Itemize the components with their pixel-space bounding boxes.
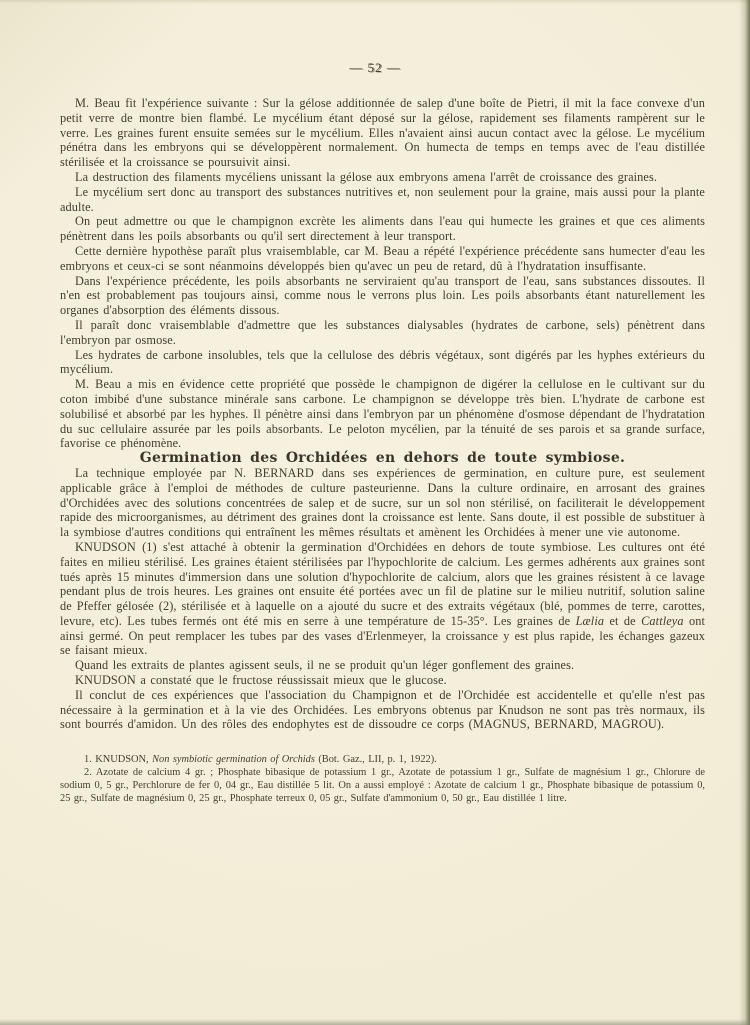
footnote-2: 2. Azotate de calcium 4 gr. ; Phosphate bibasique de potassium 1 gr., Azotate de potassium 1 gr., Sulfate de magnésium 1 gr., Chlorure de sodium 0, 5 gr., Perchlorure de fer 0, 04 gr., Eau distillée 5 lit. On a aussi employé : Azotate de calcium 1 gr., Phosphate bibasique de potassium 0, 25 gr., Sulfate de magnésium 0, 25 gr., Phosphate terreux 0, 05 gr., Sulfate d'ammonium 0, 50 gr., Eau distillée 1 litre. [60,767,705,805]
paragraph: M. Beau a mis en évidence cette propriété que possède le champignon de digérer la cellulose en le cultivant sur du coton imbibé d'une substance minérale sans carbone. Le champignon se développe très bien. L'hydrate de carbone est solubilisé et absorbé par les hyphes. Il pénètre ainsi dans l'embryon par un phénomène d'osmose dépendant de l'hydratation du suc cellulaire assurée par les poils absorbants. Le peloton mycélien, par la ténuité de ses parois et sa grande surface, favorise ce phénomène. [60,377,705,451]
paragraph: Il conclut de ces expériences que l'association du Champignon et de l'Orchidée est accidentelle et qu'elle n'est pas nécessaire à la germination et à la vie des Orchidées. Les embryons obtenus par Knudson ne sont pas très normaux, ils sont bourrés d'amidon. Un des rôles des endophytes est de dissoudre ce corps (MAGNUS, BERNARD, MAGROU). [60,687,705,732]
page-edge-shadow-bottom [0,1019,750,1025]
footnote-title-italic: Non symbiotic germination of Orchids [152,754,315,766]
paragraph: M. Beau fit l'expérience suivante : Sur la gélose additionnée de salep d'une boîte de Pietri, il mit la face convexe d'un petit verre de montre bien flambé. Le mycélium étant déposé sur la gélose, rapidement ses filaments rampèrent sur le verre. Les graines furent ensuite semées sur le mycélium. Elles n'avaient ainsi aucun contact avec la gélose. Le mycélium pénétra dans les embryons qui se développèrent normalement. On humecta de temps en temps avec de l'eau distillée stérilisée et la croissance se poursuivit ainsi. [60,96,705,170]
paragraph-text: et de [604,613,642,628]
paragraph: La technique employée par N. BERNARD dans ses expériences de germination, en culture pure, est seulement applicable grâce à l'emploi de méthodes de culture pasteurienne. Dans la culture ordinaire, en arrosant des graines d'Orchidées avec des solutions concentrées de salep et de sucre, sur un sol non stérilisé, on faciliterait le développement rapide des microorganismes, au détriment des graines dont la croissance est lente. Sans doute, il est possible de substituer à la symbiose d'autres conditions qui entraînent les mêmes résultats et amènent les Orchidées à mener une vie autonome. [60,465,705,540]
paragraph: Le mycélium sert donc au transport des substances nutritives et, non seulement pour la graine, mais aussi pour la plante adulte. [60,184,705,214]
paragraph: On peut admettre ou que le champignon excrète les aliments dans l'eau qui humecte les graines et que ces aliments pénètrent dans les poils absorbants ou qu'il sert directement à leur transport. [60,214,705,244]
paragraph: KNUDSON a constaté que le fructose réussissait mieux que le glucose. [75,673,447,688]
footnotes [60,753,705,805]
paragraph: La destruction des filaments mycéliens unissant la gélose aux embryons amena l'arrêt de croissance des graines. [75,169,658,184]
section-heading: Germination des Orchidées en dehors de toute symbiose. [139,450,626,467]
footnote-1 [60,753,705,766]
paragraph: Dans l'expérience précédente, les poils absorbants ne serviraient qu'au transport de l'eau, sans substances dissoutes. Il n'en est probablement pas toujours ainsi, comme nous le verrons plus loin. Les poils absorbants étant naturellement les organes d'absorption des éléments dissous. [60,273,705,318]
paragraph: Il paraît donc vraisemblable d'admettre que les substances dialysables (hydrates de carbone, sels) pénètrent dans l'embryon par osmose. [60,317,705,347]
paragraph: Les hydrates de carbone insolubles, tels que la cellulose des débris végétaux, sont digérés par les hyphes extérieurs du mycélium. [60,347,705,377]
paragraph-knudson-experiments [60,540,705,658]
page-body [60,96,705,732]
taxon-cattleya: Cattleya [641,613,684,628]
footnote-text: (Bot. Gaz., LII, p. 1, 1922). [314,754,437,766]
page-edge-shadow-right [739,0,750,1025]
paragraph: Cette dernière hypothèse paraît plus vraisemblable, car M. Beau a répété l'expérience précédente sans humecter d'eau les embryons et ceux-ci se sont néanmoins développés bien qu'avec un peu de retard, dû à l'hydratation insuffisante. [60,243,705,273]
paragraph-text: ont ainsi germé. On peut remplacer les tubes par des vases d'Erlenmeyer, la croissance y est plus rapide, les échanges gazeux se faisant mieux. [60,613,705,658]
taxon-laelia: Lælia [575,613,605,628]
page-number: — 52 — [349,60,401,75]
footnote-text: 1. KNUDSON, [84,754,153,766]
paragraph-text: KNUDSON (1) s'est attaché à obtenir la germination d'Orchidées en dehors de toute symbiose. Les cultures ont été faites en milieu stérilisé. Les graines étaient stérilisées par l'hypochlorite de calcium. Les germes adhérents aux graines sont tués après 15 minutes d'immersion dans une solution d'hypochlorite de calcium, alors que les graines résistent à ce lavage pendant plus de trois heures. Les graines ont ensuite été portées avec un fil de platine sur le milieu nutritif, solution saline de Pfeffer gélosée (2), stérilisée et à laquelle on a ajouté du sucre et des extraits végétaux (blé, pommes de terre, carottes, levure, etc). Les tubes fermés ont été mis en serre à une température de 15-35°. Les graines de [60,539,705,628]
paragraph: Quand les extraits de plantes agissent seuls, il ne se produit qu'un léger gonflement des graines. [75,658,575,673]
